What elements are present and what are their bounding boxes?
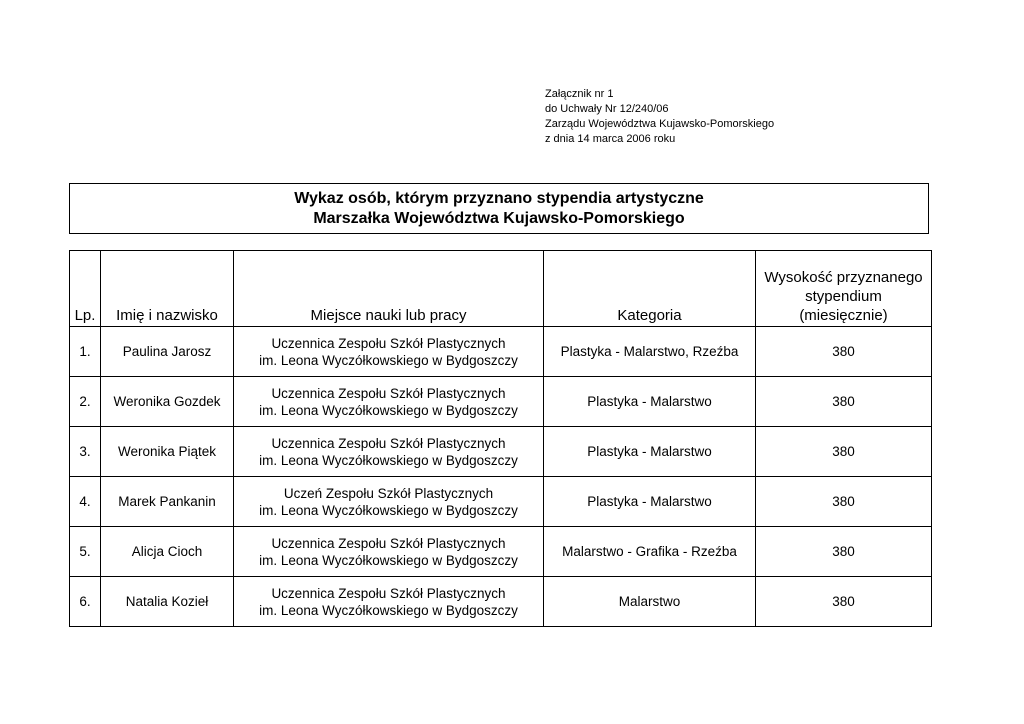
- document-title: [69, 183, 929, 234]
- cell-place-line: Uczennica Zespołu Szkół Plastycznych: [271, 335, 506, 351]
- header-lp: Lp.: [70, 251, 101, 327]
- cell-amount: 380: [756, 577, 932, 627]
- cell-lp: 4.: [70, 477, 101, 527]
- cell-category: Plastyka - Malarstwo, Rzeźba: [544, 327, 756, 377]
- attachment-note: [545, 87, 774, 147]
- table-header-row: [70, 251, 932, 327]
- cell-place-line: Uczennica Zespołu Szkół Plastycznych: [271, 435, 506, 451]
- cell-amount: 380: [756, 427, 932, 477]
- cell-amount: 380: [756, 527, 932, 577]
- header-place: Miejsce nauki lub pracy: [234, 251, 544, 327]
- title-line-2: Marszałka Województwa Kujawsko-Pomorskiego: [313, 210, 685, 227]
- cell-place: [234, 527, 544, 577]
- attachment-line: Zarządu Województwa Kujawsko-Pomorskiego: [545, 118, 775, 130]
- cell-name: Paulina Jarosz: [101, 327, 234, 377]
- attachment-line: do Uchwały Nr 12/240/06: [545, 103, 669, 115]
- cell-place: [234, 427, 544, 477]
- cell-name: Marek Pankanin: [101, 477, 234, 527]
- cell-category: Plastyka - Malarstwo: [544, 477, 756, 527]
- cell-place-line: im. Leona Wyczółkowskiego w Bydgoszczy: [259, 452, 518, 468]
- cell-amount: 380: [756, 377, 932, 427]
- cell-place-line: im. Leona Wyczółkowskiego w Bydgoszczy: [259, 552, 518, 568]
- attachment-line: Załącznik nr 1: [545, 88, 614, 100]
- attachment-line: z dnia 14 marca 2006 roku: [545, 133, 676, 145]
- table-row: [70, 527, 932, 577]
- header-amount-line: (miesięcznie): [799, 307, 888, 324]
- cell-place: [234, 477, 544, 527]
- cell-place: [234, 377, 544, 427]
- cell-place-line: im. Leona Wyczółkowskiego w Bydgoszczy: [259, 402, 518, 418]
- cell-amount: 380: [756, 477, 932, 527]
- cell-name: Natalia Kozieł: [101, 577, 234, 627]
- cell-lp: 2.: [70, 377, 101, 427]
- cell-lp: 3.: [70, 427, 101, 477]
- scholarship-table: [69, 250, 932, 627]
- table-row: [70, 477, 932, 527]
- cell-place-line: Uczeń Zespołu Szkół Plastycznych: [283, 485, 494, 501]
- table-row: [70, 377, 932, 427]
- cell-place-line: im. Leona Wyczółkowskiego w Bydgoszczy: [259, 502, 518, 518]
- cell-category: Plastyka - Malarstwo: [544, 377, 756, 427]
- cell-lp: 6.: [70, 577, 101, 627]
- header-amount: [756, 251, 932, 327]
- cell-amount: 380: [756, 327, 932, 377]
- header-amount-line: stypendium: [805, 288, 882, 305]
- cell-lp: 1.: [70, 327, 101, 377]
- header-category: Kategoria: [544, 251, 756, 327]
- cell-place-line: Uczennica Zespołu Szkół Plastycznych: [271, 385, 506, 401]
- header-name: Imię i nazwisko: [101, 251, 234, 327]
- cell-category: Malarstwo - Grafika - Rzeźba: [544, 527, 756, 577]
- cell-place-line: Uczennica Zespołu Szkół Plastycznych: [271, 535, 506, 551]
- cell-name: Weronika Gozdek: [101, 377, 234, 427]
- cell-place-line: Uczennica Zespołu Szkół Plastycznych: [271, 585, 506, 601]
- cell-name: Weronika Piątek: [101, 427, 234, 477]
- title-line-1: Wykaz osób, którym przyznano stypendia artystyczne: [294, 190, 704, 207]
- table-row: [70, 577, 932, 627]
- cell-place: [234, 577, 544, 627]
- cell-place-line: im. Leona Wyczółkowskiego w Bydgoszczy: [259, 352, 518, 368]
- cell-name: Alicja Cioch: [101, 527, 234, 577]
- cell-category: Plastyka - Malarstwo: [544, 427, 756, 477]
- table-row: [70, 427, 932, 477]
- cell-place-line: im. Leona Wyczółkowskiego w Bydgoszczy: [259, 602, 518, 618]
- table-row: [70, 327, 932, 377]
- cell-place: [234, 327, 544, 377]
- cell-category: Malarstwo: [544, 577, 756, 627]
- cell-lp: 5.: [70, 527, 101, 577]
- header-amount-line: Wysokość przyznanego: [764, 269, 923, 286]
